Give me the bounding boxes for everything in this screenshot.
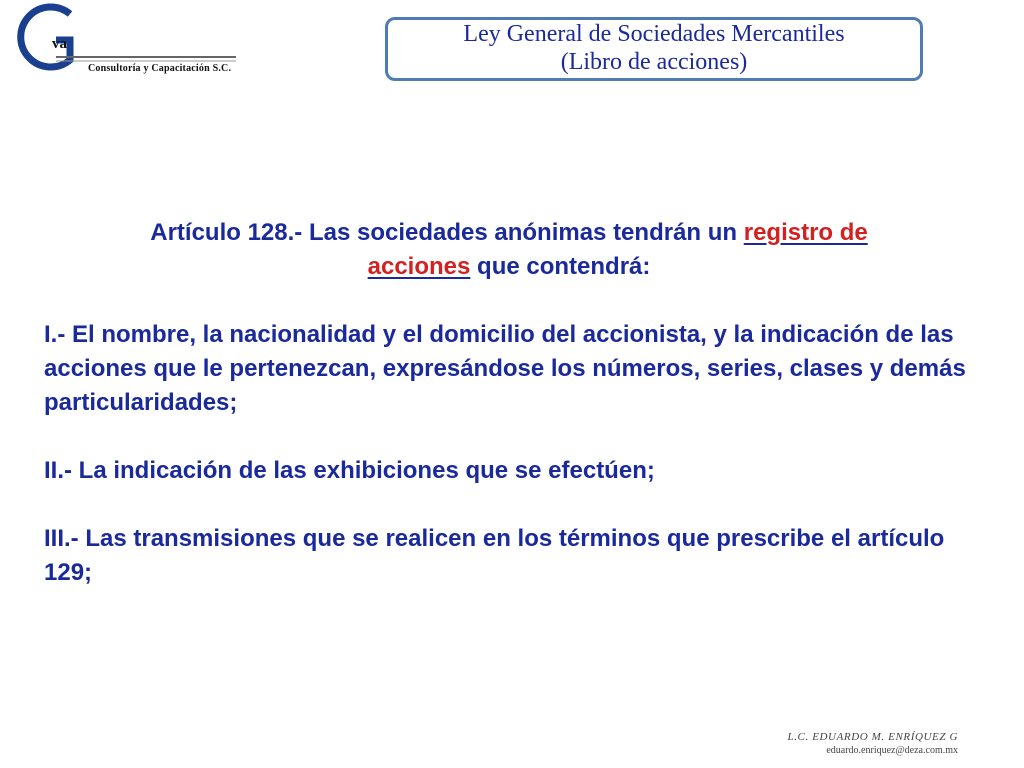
title-line-1: Ley General de Sociedades Mercantiles (463, 21, 845, 48)
heading-pre: Artículo 128.- Las sociedades anónimas tendrán un (150, 219, 744, 246)
article-heading (44, 216, 974, 284)
article-content (44, 216, 974, 590)
title-box (385, 17, 923, 81)
heading-highlight-1: registro de (743, 219, 868, 246)
footer-name: L.C. EDUARDO M. ENRÍQUEZ G (787, 731, 958, 743)
company-logo (4, 2, 254, 82)
article-item-3: III.- Las transmisiones que se realicen en los términos que prescribe el artículo 129; (44, 525, 945, 586)
footer-email: eduardo.enriquez@deza.com.mx (826, 745, 958, 756)
title-line-2: (Libro de acciones) (560, 49, 748, 75)
heading-post: que contendrá: (470, 253, 651, 280)
logo-tagline: Consultoría y Capacitación S.C. (88, 63, 232, 74)
footer (787, 731, 958, 756)
article-item-1: I.- El nombre, la nacionalidad y el domicilio del accionista, y la indicación de las acciones que le pertenezcan, expresándose los números, series, clases y demás particularidades; (44, 321, 966, 416)
heading-highlight-2: acciones (367, 253, 471, 280)
logo-letters: va (52, 36, 67, 52)
article-item-2: II.- La indicación de las exhibiciones que se efectúen; (44, 457, 655, 484)
